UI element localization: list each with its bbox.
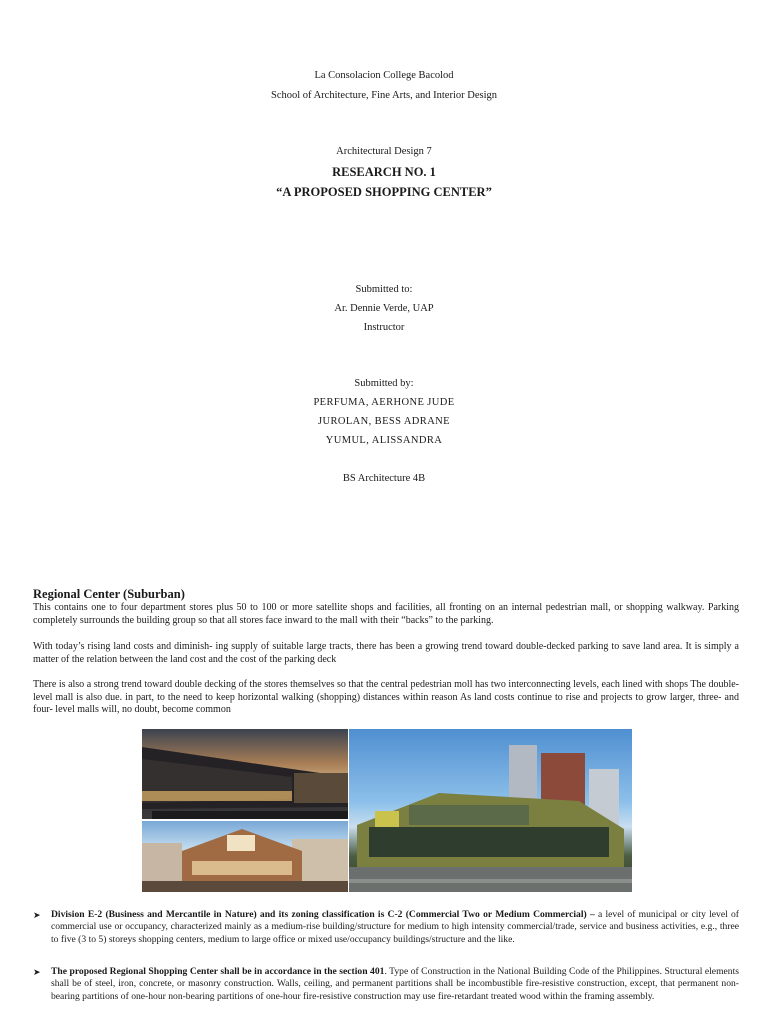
- class-section: BS Architecture 4B: [342, 473, 426, 484]
- mall-facade-photo: [142, 821, 348, 892]
- section-heading: Regional Center (Suburban): [33, 587, 185, 601]
- body-paragraph: This contains one to four department stores plus 50 to 100 or more satellite shops and facilities, all fronting on an internal pedestrian mall, or shopping walkway. Parking completely surrounds the building group so that all stores face inward to the mall with their “backs” to the parking.: [33, 602, 739, 626]
- submitted-by-label: Submitted by:: [354, 378, 414, 389]
- research-number: RESEARCH NO. 1: [332, 165, 436, 179]
- arrow-bullet-icon: ➤: [33, 967, 41, 977]
- member-name: JUROLAN, BESS ADRANE: [318, 416, 450, 427]
- project-title: “A PROPOSED SHOPPING CENTER”: [276, 185, 492, 199]
- bullet-bold-text: The proposed Regional Shopping Center shall be in accordance in the section 401: [51, 966, 385, 977]
- member-name: YUMUL, ALISSANDRA: [325, 435, 443, 446]
- mall-daytime-photo: [349, 729, 632, 892]
- bullet-bold-text: Division E-2 (Business and Mercantile in Nature) and its zoning classification is C-2 (Commercial Two or Medium Commercial) –: [51, 909, 595, 920]
- bullet-text: a level of municipal or city level of commercial use or occupancy, characterized mainly as a medium-rise building/structure for medium to high intensity commercial/trade, service and business activities, e.g., three to five (3 to 5) storeys shopping centers, medium to large office or mixed use/occupancy buildings/structure and the like.: [51, 909, 739, 945]
- institution-name: La Consolacion College Bacolod: [314, 70, 454, 81]
- school-name: School of Architecture, Fine Arts, and Interior Design: [271, 90, 497, 101]
- bullet-item: [33, 909, 739, 957]
- submitted-to-label: Submitted to:: [355, 284, 413, 295]
- body-paragraph: With today’s rising land costs and diminish- ing supply of suitable large tracts, there has been a growing trend toward double-decked parking to save land area. It is simply a matter of the relation between the land cost and the cost of the parking deck: [33, 641, 739, 665]
- instructor-name: Ar. Dennie Verde, UAP: [334, 303, 434, 314]
- course-name: Architectural Design 7: [336, 146, 432, 157]
- member-name: PERFUMA, AERHONE JUDE: [313, 397, 455, 408]
- bullet-text: . Type of Construction in the National Building Code of the Philippines. Structural elements shall be of steel, iron, concrete, or masonry construction. Walls, ceiling, and permanent partitions shall be incombustible fire-resistive construction, except, that permanent non-bearing partitions of one-hour non-bearing partitions of one-hour fire-resistive construction may use fire-retardant treated wood within the framing assembly.: [51, 966, 739, 1002]
- body-paragraph: There is also a strong trend toward double decking of the stores themselves so that the central pedestrian moll has two interconnecting levels, each lined with shops The double- level mall is also due. in part, to the need to keep horizontal walking (shopping) distances within reason As land costs continue to rise and projects to grow larger, three- and four- level malls will, no doubt, become common: [33, 679, 739, 716]
- mall-night-photo: [142, 729, 348, 819]
- arrow-bullet-icon: ➤: [33, 910, 41, 920]
- bullet-item: [33, 966, 739, 1018]
- instructor-role: Instructor: [363, 322, 405, 333]
- shopping-center-photo-collage: [142, 729, 632, 892]
